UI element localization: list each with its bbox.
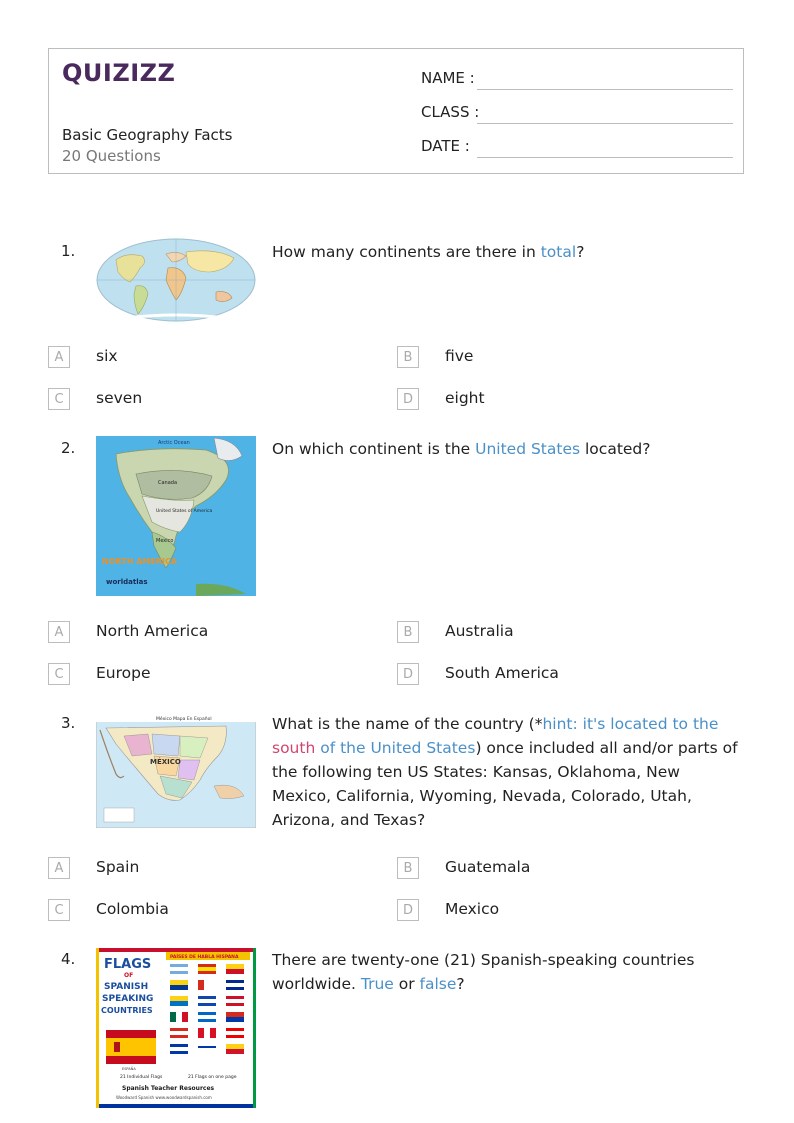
- option-a-text: six: [96, 347, 118, 365]
- option-a-box[interactable]: A: [48, 346, 70, 368]
- option-c-box[interactable]: C: [48, 388, 70, 410]
- arctic-ocean-label: Arctic Ocean: [158, 440, 190, 446]
- spanish-flags-image: [96, 948, 256, 1108]
- option-d-text: eight: [445, 389, 485, 407]
- flags-speaking-text: SPEAKING: [102, 994, 154, 1004]
- north-america-label: NORTH AMERICA: [102, 557, 178, 566]
- question-text: There are twenty-one (21) Spanish-speaking countries worldwide. True or false?: [272, 951, 695, 993]
- north-america-map-image: [96, 436, 256, 596]
- flags-countries-text: COUNTRIES: [101, 1006, 153, 1015]
- option-c-box[interactable]: C: [48, 899, 70, 921]
- class-label: CLASS :: [421, 103, 480, 121]
- name-line: [477, 89, 733, 90]
- paises-header: PAÍSES DE HABLA HISPANA: [170, 955, 239, 960]
- question-count: 20 Questions: [62, 147, 161, 165]
- flags-of-text: OF: [124, 972, 134, 979]
- question-text: What is the name of the country (*hint: it's located to the south of the United States) once included all and/or parts of the following ten US States: Kansas, Oklahoma, New Mexico, California, Wyoming, Nevada, Colorado, Utah, Arizona, and Texas?: [272, 715, 738, 829]
- option-c-text: Europe: [96, 664, 151, 682]
- option-b-text: five: [445, 347, 474, 365]
- worksheet-title: Basic Geography Facts: [62, 126, 233, 144]
- quizizz-logo: QUIZIZZ: [62, 59, 176, 87]
- option-a-text: Spain: [96, 858, 140, 876]
- option-c-text: Colombia: [96, 900, 169, 918]
- worldatlas-logo: worldatlas: [106, 578, 148, 586]
- mexico-map-image: [96, 714, 256, 828]
- option-d-text: South America: [445, 664, 559, 682]
- mexico-label: Mexico: [156, 538, 174, 544]
- website-caption: Woodward Spanish www.woodwardspanish.com: [116, 1095, 212, 1100]
- flags-heading: FLAGS: [104, 957, 152, 972]
- question-number: 3.: [61, 714, 76, 732]
- world-map-image: [96, 238, 256, 322]
- option-d-box[interactable]: D: [397, 663, 419, 685]
- mexico-label: MÉXICO: [150, 758, 181, 766]
- mexico-map-title: México Mapa En Español: [156, 717, 212, 722]
- one-page-caption: 21 Flags on one page: [188, 1075, 237, 1080]
- flags-spanish-text: SPANISH: [104, 982, 149, 992]
- question-number: 1.: [61, 242, 76, 260]
- espana-label: ESPAÑA: [122, 1067, 136, 1071]
- date-label: DATE :: [421, 137, 470, 155]
- class-line: [477, 123, 733, 124]
- question-text: How many continents are there in total?: [272, 243, 585, 261]
- question-number: 2.: [61, 439, 76, 457]
- option-b-box[interactable]: B: [397, 857, 419, 879]
- question-text: On which continent is the United States located?: [272, 440, 651, 458]
- option-a-box[interactable]: A: [48, 621, 70, 643]
- option-a-box[interactable]: A: [48, 857, 70, 879]
- option-b-text: Australia: [445, 622, 514, 640]
- option-c-box[interactable]: C: [48, 663, 70, 685]
- resources-caption: Spanish Teacher Resources: [122, 1085, 215, 1092]
- worksheet-header: [48, 48, 744, 174]
- option-b-text: Guatemala: [445, 858, 531, 876]
- canada-label: Canada: [158, 480, 178, 486]
- option-b-box[interactable]: B: [397, 621, 419, 643]
- option-b-box[interactable]: B: [397, 346, 419, 368]
- option-d-box[interactable]: D: [397, 899, 419, 921]
- individual-flags-caption: 21 Individual Flags: [120, 1075, 163, 1080]
- name-label: NAME :: [421, 69, 475, 87]
- option-a-text: North America: [96, 622, 209, 640]
- usa-label: United States of America: [156, 509, 213, 514]
- option-d-text: Mexico: [445, 900, 500, 918]
- option-d-box[interactable]: D: [397, 388, 419, 410]
- date-line: [477, 157, 733, 158]
- option-c-text: seven: [96, 389, 143, 407]
- question-number: 4.: [61, 950, 76, 968]
